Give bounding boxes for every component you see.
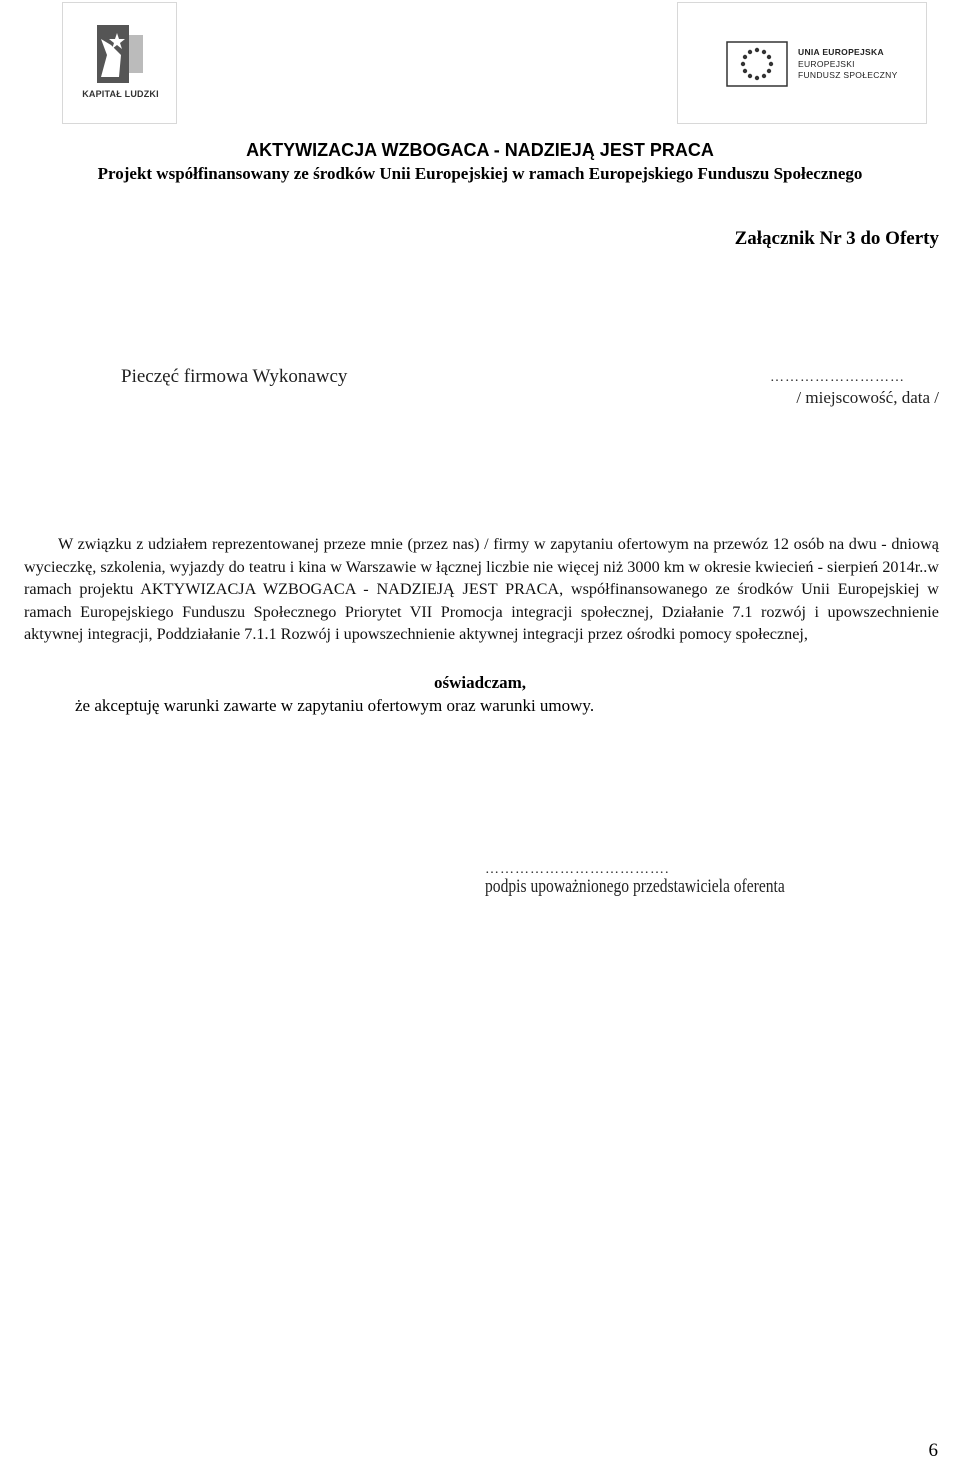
eu-efs-logo <box>677 2 927 124</box>
eu-logo-line3: FUNDUSZ SPOŁECZNY <box>798 70 898 80</box>
eu-logo-line1: UNIA EUROPEJSKA <box>798 47 884 57</box>
signature-dots: ………………………………. <box>485 862 670 877</box>
place-date-dots: ……………………… <box>770 370 905 385</box>
document-title: AKTYWIZACJA WZBOGACA - NADZIEJĄ JEST PRACA <box>246 140 714 160</box>
statement-text: W związku z udziałem reprezentowanej przeze mnie (przez nas) / firmy w zapytaniu ofertowym na przewóz 12 osób na dwu - dniową wycieczkę, szkolenia, wyjazdy do teatru i kina w Warszawie w łącznej liczbie nie więcej niż 3000 km w okresie kwiecień - sierpień 2014r..w ramach projektu AKTYWIZACJA WZBOGACA - NADZIEJĄ JEST PRACA, współfinansowanego ze środków Unii Europejskiej w ramach Europejskiego Funduszu Społecznego Priorytet VII Promocja integracji społecznej, Działanie 7.1 rozwój i upowszechnienie aktywnej integracji, Poddziałanie 7.1.1 Rozwój i upowszechnienie aktywnej integracji przez ośrodki pomocy społecznej, <box>24 535 939 643</box>
attachment-label: Załącznik Nr 3 do Oferty <box>734 228 939 249</box>
place-date-label: / miejscowość, data / <box>796 388 939 407</box>
declaration-word: oświadczam, <box>433 673 527 692</box>
project-subtitle: Projekt współfinansowany ze środków Unii Europejskiej w ramach Europejskiego Funduszu Społecznego <box>97 164 863 183</box>
eu-logo-line2: EUROPEJSKI <box>798 59 855 69</box>
kapital-ludzki-emblem-icon <box>91 25 149 83</box>
eu-flag-icon <box>726 41 788 87</box>
statement-paragraph <box>24 533 939 646</box>
signature-label: podpis upoważnionego przedstawiciela oferenta <box>485 876 785 897</box>
page-number: 6 <box>928 1440 938 1461</box>
kapital-ludzki-text: KAPITAŁ LUDZKI <box>82 89 159 99</box>
kapital-ludzki-logo <box>62 2 177 124</box>
company-stamp-label: Pieczęć firmowa Wykonawcy <box>121 366 348 387</box>
acceptance-statement: że akceptuję warunki zawarte w zapytaniu ofertowym oraz warunki umowy. <box>75 696 595 715</box>
